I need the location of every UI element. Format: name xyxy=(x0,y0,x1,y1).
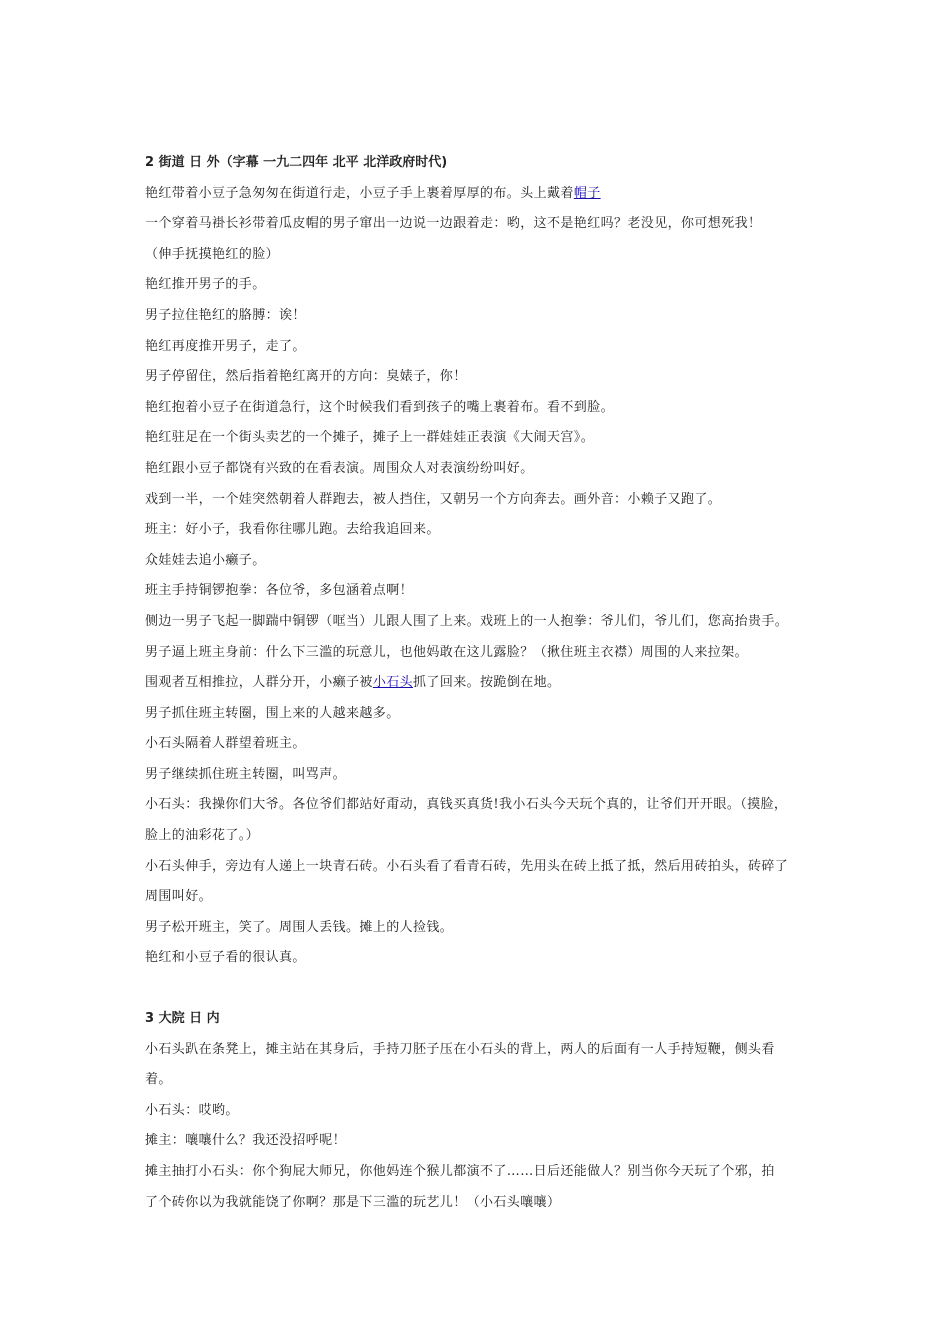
script-line: 艳红推开男子的手。 xyxy=(145,277,266,293)
script-line: 小石头趴在条凳上，摊主站在其身后，手持刀胚子压在小石头的背上，两人的后面有一人手持短鞭，侧头看 xyxy=(145,1041,775,1057)
script-line: （伸手抚摸艳红的脸） xyxy=(145,246,280,262)
script-line: 男子拉住艳红的胳膊：诶！ xyxy=(145,307,306,323)
xiaoshitou-link[interactable]: 小石头 xyxy=(372,675,414,691)
script-line: 小石头隔着人群望着班主。 xyxy=(145,736,306,752)
scene-gap xyxy=(145,974,815,1004)
script-line xyxy=(145,179,815,210)
script-page xyxy=(145,148,815,1218)
script-line: 艳红和小豆子看的很认真。 xyxy=(145,950,306,966)
script-line: 艳红抱着小豆子在街道急行，这个时候我们看到孩子的嘴上裹着布。看不到脸。 xyxy=(145,399,615,415)
hat-link[interactable]: 帽子 xyxy=(573,185,601,201)
script-line: 着。 xyxy=(145,1072,172,1088)
script-line: 班主手持铜锣抱拳：各位爷，多包涵着点啊！ xyxy=(145,583,414,599)
line-text: 艳红带着小豆子急匆匆在街道行走，小豆子手上裹着厚厚的布。头上戴着 xyxy=(145,185,574,201)
script-line: 一个穿着马褂长衫带着瓜皮帽的男子窜出一边说一边跟着走：哟，这不是艳红吗？老没见，你可想死我！ xyxy=(145,216,762,232)
script-line: 周围叫好。 xyxy=(145,889,213,905)
line-text: 抓了回来。按跪倒在地。 xyxy=(413,675,561,691)
script-line: 小石头：哎哟。 xyxy=(145,1102,239,1118)
scene-2-heading: 2 街道 日 外（字幕 一九二四年 北平 北洋政府时代) xyxy=(145,155,448,170)
script-line: 戏到一半，一个娃突然朝着人群跑去，被人挡住，又朝另一个方向奔去。画外音：小赖子又跑了。 xyxy=(145,491,722,507)
scene-3-heading: 3 大院 日 内 xyxy=(145,1011,220,1027)
script-line: 男子继续抓住班主转圈，叫骂声。 xyxy=(145,766,347,782)
script-line: 艳红跟小豆子都饶有兴致的在看表演。周围众人对表演纷纷叫好。 xyxy=(145,460,534,476)
script-line xyxy=(145,668,815,699)
script-line: 侧边一男子飞起一脚踹中铜锣（哐当）儿跟人围了上来。戏班上的一人抱拳：爷儿们，爷儿们，您高抬贵手。 xyxy=(145,613,789,629)
script-line: 男子松开班主，笑了。周围人丢钱。摊上的人捡钱。 xyxy=(145,919,454,935)
script-line: 摊主抽打小石头：你个狗屁大师兄，你他妈连个猴儿都演不了……日后还能做人？别当你今天玩了个邪，拍 xyxy=(145,1164,775,1179)
script-line: 摊主：嚷嚷什么？我还没招呼呢！ xyxy=(145,1133,347,1149)
script-line: 脸上的油彩花了。） xyxy=(145,828,260,844)
script-line: 班主：好小子，我看你往哪儿跑。去给我追回来。 xyxy=(145,522,440,538)
script-line: 艳红驻足在一个街头卖艺的一个摊子，摊子上一群娃娃正表演《大闹天宫》。 xyxy=(145,430,595,446)
line-text: 围观者互相推拉，人群分开，小癞子被 xyxy=(145,675,373,691)
script-line: 众娃娃去追小癞子。 xyxy=(145,552,266,568)
script-line: 男子抓住班主转圈，围上来的人越来越多。 xyxy=(145,705,400,721)
script-line: 男子逼上班主身前：什么下三滥的玩意儿，也他妈敢在这儿露脸？（揪住班主衣襟）周围的人来拉架。 xyxy=(145,644,749,660)
script-line: 了个砖你以为我就能饶了你啊？那是下三滥的玩艺儿！（小石头嚷嚷） xyxy=(145,1194,561,1210)
script-line: 小石头伸手，旁边有人递上一块青石砖。小石头看了看青石砖，先用头在砖上抵了抵，然后用砖拍头，砖碎了 xyxy=(145,858,789,874)
script-line: 男子停留住，然后指着艳红离开的方向：臭婊子，你！ xyxy=(145,369,467,385)
script-line: 小石头：我操你们大爷。各位爷们都站好甭动，真钱买真货!我小石头今天玩个真的，让爷们开开眼。（摸脸， xyxy=(145,797,788,813)
script-line: 艳红再度推开男子，走了。 xyxy=(145,338,306,354)
